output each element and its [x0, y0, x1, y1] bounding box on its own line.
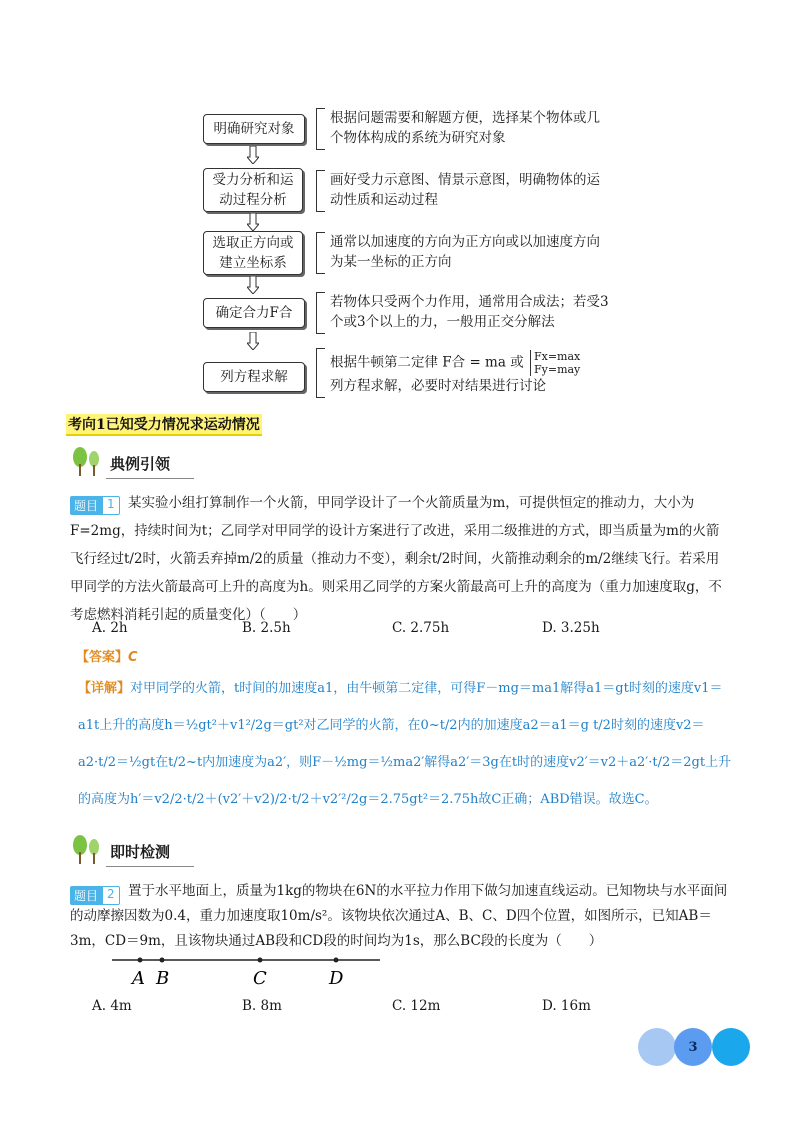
- flow-box-2: [203, 168, 303, 212]
- flow-desc-4: 若物体只受两个力作用，通常用合成法；若受3个或3个以上的力，一般用正交分解法: [330, 294, 609, 330]
- flow-box-3-label: 选取正方向或建立坐标系: [212, 235, 294, 271]
- flow-box-1-label: 明确研究对象: [213, 121, 295, 137]
- flow-desc-5: [330, 350, 630, 396]
- detail-label: 【详解】: [78, 681, 131, 696]
- flow-brace-1: [316, 108, 325, 150]
- decor-circle-left: [638, 1028, 676, 1066]
- decor-circle-right: [712, 1028, 750, 1066]
- point-label-a: A: [132, 968, 145, 989]
- answer-value: C: [128, 650, 138, 665]
- flow-desc-3: 通常以加速度的方向为正方向或以加速度方向为某一坐标的正方向: [330, 234, 600, 270]
- question-number: 2: [102, 886, 120, 905]
- flow-desc-2: 画好受力示意图、情景示意图，明确物体的运动性质和运动过程: [330, 172, 600, 208]
- section-divider: [106, 866, 194, 867]
- arrow-down-icon: [247, 146, 259, 164]
- option-d[interactable]: D. 3.25h: [542, 620, 600, 636]
- option-b[interactable]: B. 8m: [242, 998, 282, 1014]
- flow-brace-4: [316, 292, 325, 334]
- flow-box-2-label: 受力分析和运动过程分析: [212, 172, 294, 208]
- flow-box-1: [203, 114, 305, 144]
- point-label-d: D: [329, 968, 344, 989]
- flow-desc-1: 根据问题需要和解题方便，选择某个物体或几个物体构成的系统为研究对象: [330, 110, 600, 146]
- tree-icon: [70, 446, 104, 476]
- question-tag-label: 题目: [70, 496, 102, 515]
- question-2-text: 置于水平地面上，质量为1kg的物块在6N的水平拉力作用下做匀加速直线运动。已知物块与水平面间的动摩擦因数为0.4，重力加速度取10m/s²。该物块依次通过A、B、C、D四个位置，如图所示，已知AB＝3m，CD＝9m，且该物块通过AB段和CD段的时间均为1s，那么BC段的长度为（ ）: [70, 883, 728, 949]
- flow-brace-5: [316, 348, 325, 398]
- page-number: 3: [674, 1028, 712, 1066]
- arrow-down-icon: [247, 213, 259, 231]
- flow-box-3: [203, 231, 303, 275]
- answer-label: 【答案】: [76, 650, 129, 665]
- equation-system: [530, 350, 580, 376]
- topic-title: 考向1已知受力情况求运动情况: [66, 414, 262, 436]
- flow-brace-3: [316, 232, 325, 274]
- flow-brace-2: [316, 170, 325, 212]
- flow-desc-5b: 列方程求解，必要时对结果进行讨论: [330, 378, 546, 394]
- flow-box-5-label: 列方程求解: [220, 369, 288, 385]
- option-c[interactable]: C. 12m: [392, 998, 441, 1014]
- point-d: [334, 958, 339, 963]
- point-label-b: B: [156, 968, 170, 989]
- question-tag-label: 题目: [70, 886, 102, 905]
- section-divider: [106, 478, 194, 479]
- flow-box-5: [203, 362, 305, 392]
- number-line-figure: [110, 950, 390, 990]
- option-b[interactable]: B. 2.5h: [242, 620, 291, 636]
- arrow-down-icon: [247, 332, 259, 350]
- answer-detail: [78, 670, 738, 818]
- option-c[interactable]: C. 2.75h: [392, 620, 450, 636]
- question-1-text: 某实验小组打算制作一个火箭，甲同学设计了一个火箭质量为m，可提供恒定的推动力，大小为F=2mg，持续时间为t；乙同学对甲同学的设计方案进行了改进，采用二级推进的方式，即当质量为m的火箭飞行经过t/2时，火箭丢弃掉m/2的质量（推动力不变），剩余t/2时间，火箭推动剩余的m/2继续飞行。若采用甲同学的方法火箭最高可上升的高度为h。则采用乙同学的方案火箭最高可上升的高度为（重力加速度取g，不考虑燃料消耗引起的质量变化）（ ）: [70, 495, 722, 623]
- section-header-examples: [70, 446, 170, 476]
- section-header-check: [70, 834, 170, 864]
- answer-line: [76, 646, 138, 665]
- question-1-options: [92, 620, 692, 636]
- point-c: [258, 958, 263, 963]
- point-b: [160, 958, 165, 963]
- point-label-c: C: [253, 968, 267, 989]
- flow-box-4: [203, 298, 305, 328]
- option-a[interactable]: A. 2h: [92, 620, 128, 636]
- point-a: [138, 958, 143, 963]
- section-title-check: 即时检测: [110, 843, 171, 861]
- arrow-down-icon: [247, 276, 259, 294]
- option-d[interactable]: D. 16m: [542, 998, 591, 1014]
- detail-text: 对甲同学的火箭，t时间的加速度a1，由牛顿第二定律，可得F－mg＝ma1解得a1＝gt时刻的速度v1＝a1t上升的高度h＝½gt²＋v1²/2g＝gt²对乙同学的火箭，在0~t/2内的加速度a2＝a1＝g t/2时刻的速度v2＝a2·t/2＝½gt在t/2~t内加速度为a2′，则F－½mg＝½ma2′解得a2′＝3g在t时的速度v2′＝v2＋a2′·t/2＝2gt上升的高度为h′＝v2/2·t/2＋(v2′＋v2)/2·t/2＋v2′²/2g＝2.75gt²＝2.75h故C正确；ABD错误。故选C。: [78, 681, 732, 807]
- eq-fy: Fy=may: [534, 363, 581, 376]
- tree-icon: [70, 834, 104, 864]
- question-2-options: [92, 998, 692, 1014]
- section-title-examples: 典例引领: [110, 455, 171, 473]
- flow-desc-5a: 根据牛顿第二定律 F合 = ma 或: [330, 354, 524, 371]
- question-number: 1: [102, 496, 120, 515]
- eq-fx: Fx=max: [534, 350, 581, 363]
- option-a[interactable]: A. 4m: [92, 998, 132, 1014]
- flow-box-4-label: 确定合力F合: [215, 305, 293, 321]
